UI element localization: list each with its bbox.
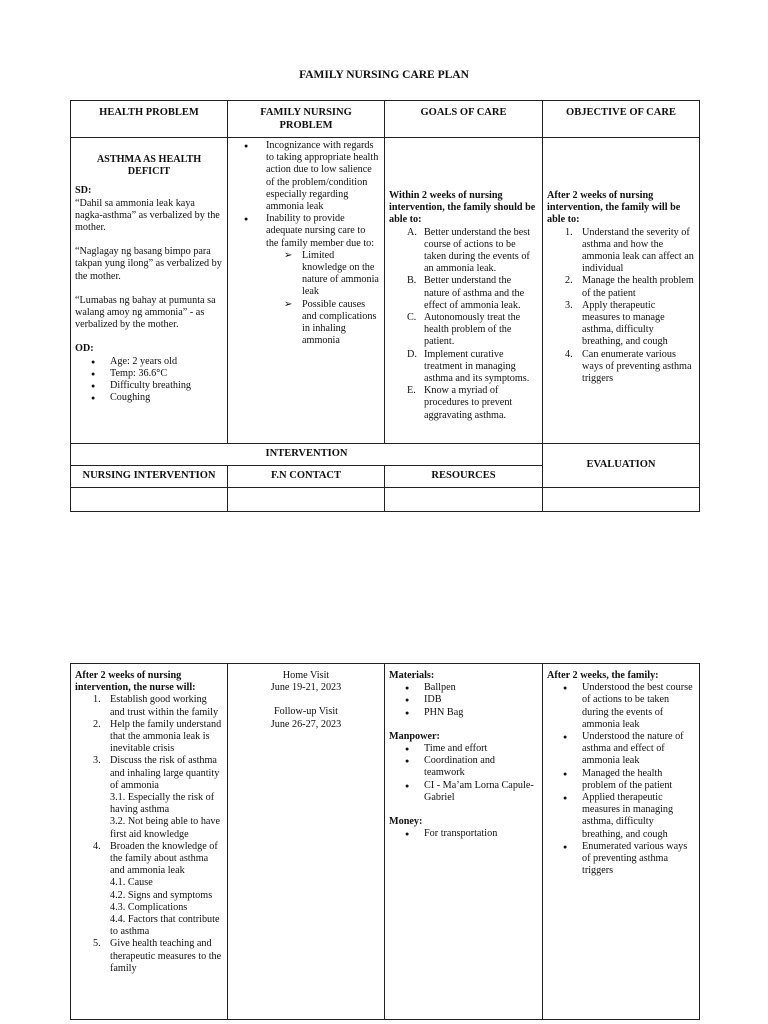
header-nursing-intervention: NURSING INTERVENTION: [71, 466, 228, 488]
list-item: [389, 275, 538, 312]
list-item: ● Understood the nature of asthma and effect of ammonia leak: [547, 731, 695, 768]
sd-quote: “Lumabas ng bahay at pumunta sa walang amoy ng ammonia” - as verbalized by the mother.: [75, 294, 216, 331]
objective-intro: After 2 weeks of nursing intervention, the family will be able to:: [547, 190, 681, 226]
resources-cell: [385, 664, 543, 1020]
list-item: ● Coughing: [75, 392, 223, 404]
list-item: ● Difficulty breathing: [75, 380, 223, 392]
manpower-label: Manpower:: [389, 730, 440, 742]
home-visit-label: Home Visit: [282, 670, 330, 681]
list-item: [389, 385, 538, 422]
sub-item: 4.2. Signs and symptoms: [110, 889, 213, 901]
manpower-list: [389, 743, 538, 804]
nursing-intervention-cell: [71, 664, 228, 1020]
header-intervention: INTERVENTION: [71, 444, 543, 466]
list-marker: 5.: [93, 938, 101, 950]
list-item: ➢ Limited knowledge on the nature of ammonia leak: [228, 250, 380, 299]
sd-label: SD:: [75, 185, 92, 197]
sub-item: 4.1. Cause: [110, 877, 153, 889]
nursing-intervention-list: [75, 694, 223, 975]
list-item: ● Ballpen: [389, 682, 538, 694]
list-item: ● Incognizance with regards to taking appropriate health action due to low salience of the problem/condition especially regarding ammonia leak: [228, 140, 380, 213]
list-item: ● Temp: 36.6°C: [75, 368, 223, 380]
followup-label: Follow-up Visit: [273, 706, 338, 718]
followup-dates: June 26-27, 2023: [270, 718, 342, 730]
goals-intro: Within 2 weeks of nursing intervention, the family should be able to:: [389, 190, 536, 226]
list-item-text: Implement curative treatment in managing asthma and its symptoms.: [424, 348, 530, 385]
list-item: ● Time and effort: [389, 743, 538, 755]
sub-item: 3.1. Especially the risk of having asthma: [110, 792, 215, 816]
money-list: [389, 828, 538, 840]
family-nursing-problem-cell: [228, 138, 385, 444]
list-item: ● Understood the best course of actions to be taken during the events of ammonia leak: [547, 682, 695, 731]
header-fn-contact: F.N CONTACT: [228, 466, 385, 488]
list-marker: D.: [407, 348, 417, 360]
list-item-text: Understand the severity of asthma and how the ammonia leak can affect an individual: [582, 226, 694, 275]
fnp-list: [228, 140, 380, 250]
list-item-text: Autonomously treat the health problem of the patient.: [424, 312, 521, 348]
list-item: ➢ Possible causes and complications in inhaling ammonia: [228, 299, 380, 348]
empty-cell: [543, 488, 700, 512]
list-item: ● For transportation: [389, 828, 538, 840]
header-objective-of-care: OBJECTIVE OF CARE: [543, 101, 700, 138]
list-item: [75, 755, 223, 792]
list-item-text: Establish good working and trust within the family: [110, 694, 219, 718]
list-item: ● CI - Ma’am Lorna Capule-Gabriel: [389, 780, 538, 804]
evaluation-list: [547, 682, 695, 877]
list-item: [389, 227, 538, 276]
list-item-text: Broaden the knowledge of the family about asthma and ammonia leak: [110, 840, 218, 877]
list-item-text: Give health teaching and therapeutic measures to the family: [110, 938, 222, 974]
list-item: ● Managed the health problem of the patient: [547, 768, 695, 792]
list-item: ● Age: 2 years old: [75, 356, 223, 368]
list-marker: E.: [407, 385, 416, 397]
list-marker: A.: [407, 226, 417, 238]
list-item-text: Apply therapeutic measures to manage asthma, difficulty breathing, and cough: [582, 299, 668, 348]
list-marker: 2.: [93, 718, 101, 730]
header-health-problem: HEALTH PROBLEM: [71, 101, 228, 138]
list-item-text: Better understand the best course of actions to be taken during the events of an ammonia leak.: [424, 226, 531, 275]
header-resources: RESOURCES: [385, 466, 543, 488]
health-problem-cell: [71, 138, 228, 444]
header-goals-of-care: GOALS OF CARE: [385, 101, 543, 138]
list-item-text: Manage the health problem of the patient: [582, 275, 694, 299]
header-family-nursing-problem: FAMILY NURSING PROBLEM: [228, 101, 385, 138]
nursing-intervention-intro: After 2 weeks of nursing intervention, the nurse will:: [75, 670, 196, 694]
money-label: Money:: [389, 816, 423, 828]
goals-list: [389, 227, 538, 422]
page-title: FAMILY NURSING CARE PLAN: [299, 69, 469, 81]
materials-label: Materials:: [389, 670, 435, 681]
list-marker: 4.: [93, 840, 101, 852]
list-item: [75, 694, 223, 718]
fn-contact-cell: [228, 664, 385, 1020]
list-item: ● Inability to provide adequate nursing care to the family member due to:: [228, 213, 380, 250]
list-item: [547, 300, 695, 349]
list-item: ● Coordination and teamwork: [389, 755, 538, 779]
list-item: [389, 349, 538, 386]
list-item: [389, 312, 538, 349]
list-item-text: Better understand the nature of asthma and the effect of ammonia leak.: [424, 275, 525, 311]
header-evaluation: EVALUATION: [543, 444, 700, 488]
list-marker: 1.: [565, 226, 573, 238]
list-item: ● Applied therapeutic measures in managing asthma, difficulty breathing, and cough: [547, 792, 695, 841]
care-plan-table-bottom: [70, 663, 700, 1020]
empty-cell: [228, 488, 385, 512]
list-marker: C.: [407, 312, 417, 324]
list-marker: 1.: [93, 694, 101, 706]
list-marker: 2.: [565, 275, 573, 287]
empty-cell: [385, 488, 543, 512]
evaluation-intro: After 2 weeks, the family:: [547, 670, 659, 681]
list-item: [547, 275, 695, 299]
sd-quote: “Dahil sa ammonia leak kaya nagka-asthma” as verbalized by the mother.: [75, 197, 220, 234]
list-item: ● PHN Bag: [389, 707, 538, 719]
list-item: [75, 841, 223, 878]
sub-item: 4.3. Complications: [110, 901, 188, 913]
list-item: ● IDB: [389, 694, 538, 706]
list-item: [547, 349, 695, 386]
list-item-text: Know a myriad of procedures to prevent aggravating asthma.: [424, 385, 513, 421]
objective-list: [547, 227, 695, 386]
list-marker: 3.: [565, 299, 573, 311]
list-marker: 3.: [93, 755, 101, 767]
care-plan-table-top: [70, 100, 700, 512]
sub-item: 3.2. Not being able to have first aid knowledge: [110, 816, 221, 840]
list-item-text: Help the family understand that the ammonia leak is inevitable crisis: [110, 718, 222, 755]
fnp-sub-list: [228, 250, 380, 348]
list-item-text: Discuss the risk of asthma and inhaling large quantity of ammonia: [110, 755, 220, 791]
materials-list: [389, 682, 538, 719]
od-label: OD:: [75, 343, 94, 355]
sub-item: 4.4. Factors that contribute to asthma: [110, 914, 220, 938]
sd-quote: “Naglagay ng basang bimpo para takpan yung ilong” as verbalized by the mother.: [75, 246, 222, 282]
od-list: [75, 356, 223, 405]
list-item: ● Enumerated various ways of preventing asthma triggers: [547, 841, 695, 878]
list-item: [75, 719, 223, 756]
list-marker: B.: [407, 275, 417, 287]
list-item: [75, 938, 223, 975]
objective-of-care-cell: [543, 138, 700, 444]
evaluation-cell: [543, 664, 700, 1020]
list-item: [547, 227, 695, 276]
health-problem-title: ASTHMA AS HEALTH DEFICIT: [96, 154, 202, 178]
list-marker: 4.: [565, 348, 573, 360]
empty-cell: [71, 488, 228, 512]
list-item-text: Can enumerate various ways of preventing asthma triggers: [582, 348, 692, 385]
goals-of-care-cell: [385, 138, 543, 444]
home-visit-dates: June 19-21, 2023: [270, 682, 342, 694]
